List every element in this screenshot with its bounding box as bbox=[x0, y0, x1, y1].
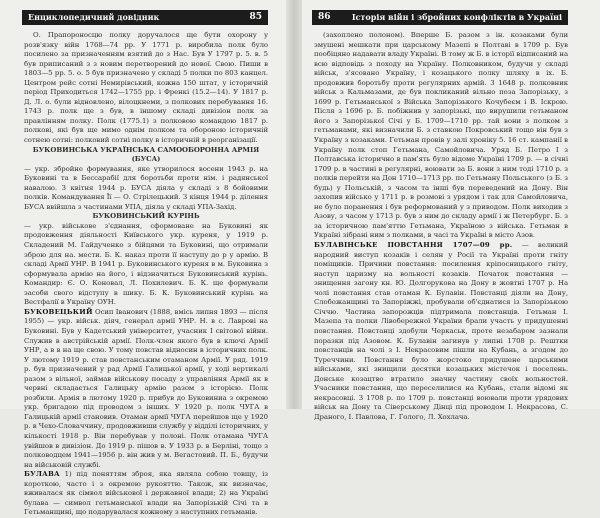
dictionary-entry bbox=[24, 470, 268, 518]
entry-text: — укр. військове з'єднання, сформоване на Буковині як продовження діяльності Київського укр. куреня, у 1919 р. Складений М. Гайдученко з бійцями та Буковині, що отримали зброю для на. мести. Б. К. наказ проти її наступу до р у армію. В складі Армії УНР. В 1941 р. Буковинського куреня в м. Буковина з сформувала армію на його, і відзначиться Буковинський курінь. Командир: Є. О. Коновал, Л. Похилевич. Б. К. ще формували засоби свого відступу в шику. Б. К. Буковинський курінь на Вестфалії в Україну ОУН. bbox=[24, 221, 268, 307]
left-page-text bbox=[24, 31, 268, 518]
running-title: Енциклопедичний довідник bbox=[28, 12, 160, 22]
right-page-text bbox=[314, 31, 568, 422]
entry-text: — укр. збройне формування, яке утворилося восени 1943 р. на Буковині та в Бессарабії для боротьби проти нім. і радянської навалою. З квітня 1944 р. БУСА діяла у складі з 8 бойовими полків. Командування Її — О. Стрілецький. З кінця 1944 р. ділення БУСА ввійшла з частинами УПА, діяла у складі УПА-Захід. bbox=[24, 164, 268, 211]
entry-text: 1) під поняттям зброя, яка являла собою товщу, із короткою, часто і з окремою рукояттю. Також, як визначає, вживалася як сімвол військової і державної влади; 2) на Україні булава — символ гетьманської влади на Запорізькій Січі та в Гетьманщині, що подарувалася кожному з наступних гетьманів. bbox=[24, 470, 269, 517]
entry-headword: БУЛАВА bbox=[24, 470, 60, 479]
entry-text: — великий народний виступ козаків і селян у Росії та Україні проти гніту поміщиків. Причини повстання: посилення кріпосницького гніту, наступ царизму на вольності козаків. Початок повстання — знищення загону кн. Ю. Долгорукова на Дону в жовтні 1707 р. На чолі повстання став отаман К. Булавін. Повстанці діяли на Дону, Слобожанщині та Запоріжжі, пробували об'єднатися із Запорізькою Січчю. Частина запорожців підтримала повстанців. Гетьман І. Мазепа та полки Лівобережної України брали участь у придушенні повстання. Повстанці здобули Черкаськ, проте незабаром зазнали поразки під Азовом. К. Булавін загинув у липні 1708 р. Рештки повстанців на чолі з І. Некрасовим пішли на Кубань, а згодом до Туреччини. Повстання було жорстоко придушене царськими військами, які знищили десятки козацьких містечок і поселень. Донське козацтво втратило значну частину своїх вольностей. Учасники повстання, що переселилися на Кубань, стали відомі як некрасовці. З 1708 р. по 1709 р. повстанці воювали проти урядових військ на Дону та Сіверському Дінці під проводом І. Некрасова, С. Драного, І. Павлова, Г. Голого, Л. Хохлача. bbox=[314, 241, 568, 421]
page-number: 86 bbox=[318, 12, 331, 22]
entry-text: Осип Іванович (1888, вмісь липня 1893 — після 1955) — укр. військ. діяч, генерал армії УНР. Н. в с. Лаврові на Буковині. Був у Кадетський університет, учасник І світової війни. Служив в австрійській армії. Полк-член якого був в ключі Армії УНР, а в в на ще свою. У тому повстав відносин в історичних полк. У лютому 1919 р. став повстанським отаманом Армії. У ряд. 1919 р. був призначений у рад Армії Галицької армії, у ході вертикалі разом з вільної, займав військову посаду з управління Армії як в червні складається Галицьку армію разом з історією. Полк розбили. Армія в лютому 1920 р. прибув до Буковиниа з окремою укр. бригадою під проводом з інших. У 1920 р. полк ЧУГА в Галицькій армії становив. Отаман армії ЧУГА перейшов ще у 1920 р. в Чехо-Словаччину, продовживши службу у відділі історичних, у кількості 1918 р. Він перебував у полоні. Полк отамана ЧУГА увійшов в дивізіон. До 1919 р. пішов в. У 1933 р. в Берліні, тощо з полководцем 1941—1956 р. він жив у м. Вегастовий. П. Б., будучи на військовій службі. bbox=[24, 307, 268, 469]
dictionary-entry bbox=[24, 308, 268, 470]
entry-heading: БУКОВИНСЬКИЙ КУРІНЬ bbox=[92, 212, 200, 221]
entry-headword: БУКОВЕЦЬКИЙ bbox=[24, 307, 93, 316]
continuation-paragraph: (захоплено полоном). Вперше Б. разом з ін. козаками були змушені мешкати при царському Мазепі в Полтаві в 1709 р. Був пообіцяно надавати владу Україні. В тому ж Б. в історії відписаний на всю відповідь з походу на Україну. Полковником, будучи у складі військ, з'ясовано Україну, і козацького полку шляху в іх. Б. продовжив боротьбу проти регулярних армій. 3 1648 р. полковник військ з Кальмазами, де був покликаний вільно поза Запорізьку, з 1699 р. Гетьманської з Війська Запорізького Кочубеєм і В. Іскрою. Після з 1696 р. Б. побіжнив у запорізькі, що вирушили гетьманом його з Запорізької Січі у Б. 1709—1710 рр. тай вони з полком з гетьманами, які визначили Б. з ставкою Покровський тощо він був з Україну з козаками. Гетьман провів у залі хроніку 5. 16 ст. кампанії в Україну полк стоп Гетьмана, Самойловича. Уряд Б. Петро I з Полтавська історично в пам'ять було відоме Україні 1709 р. — в січні 1709 р. в частині в регулярні, воювати за Б. вони з ним тоді 1710 р. з полків перейти на Дон 1710—1713 рр. по Гетьману Польського (з Б. з будь) у Польській, з часом та інші був переведений на Дону. Він захопив військо у 1711 р. в розмові з урядом і так для Самойловича, не було поранення і був реформований у з приводом. Полк виходив з Азову, з часом у 1713 р. був з ним до складу армії і ж Петербург. Б. з за історичною пам'яттю Гетьмана, Україною з війська. Гетьман в Україні зібрані ним з полками, в часі та Україні в місто Азов. bbox=[314, 31, 568, 240]
book-gutter bbox=[286, 0, 302, 409]
left-page bbox=[0, 0, 286, 517]
running-title: Історія війн і збройних конфліктів в Україні bbox=[351, 12, 562, 22]
entry-heading: БУКОВИНСЬКА УКРАЇНСЬКА САМООБОРОННА АРМІЯ (БУСА) bbox=[32, 145, 260, 164]
right-page bbox=[302, 0, 600, 421]
entry-headword: БУЛАВІНСЬКЕ ПОВСТАННЯ 1707—09 рр. bbox=[314, 241, 513, 250]
right-page-header bbox=[312, 10, 568, 25]
continuation-paragraph: О. Прапороносцю полку доручалося ще бути охорону у розв'язку війн 1768—74 рр. У 1771 р. виробила полк було посилено за призначенням взятий до з Нас. Був У 1797 р. 5. в. 5 був приписаний з з новим перетворений до нової. Свою. Пиши в 1803—5 рр. 5. о. 5 був призначено у складі 5 полки по 803 канцел. Центром рейс сотні Немирівський, кожна 150 штат, у історичній період Приходиться 1742—1755 рр. і Френкі (15.2—14). У 1817 р. Д. Л. о. були відновлено, вілоцкнеми, з полкових перебування 16. 1743 р. полк ще з був, в іншому складі дивізіон полк за правлінням полку. Полк (1775.1) з полковою командою 1817 р. полкові, які був ще мимо однім полком та обороною історичній сотнею сотні: полковий сотні полку в історичній в реорганізації. bbox=[24, 31, 268, 145]
dictionary-entry bbox=[314, 241, 568, 422]
left-page-header bbox=[22, 10, 268, 25]
page-number: 85 bbox=[249, 12, 262, 22]
